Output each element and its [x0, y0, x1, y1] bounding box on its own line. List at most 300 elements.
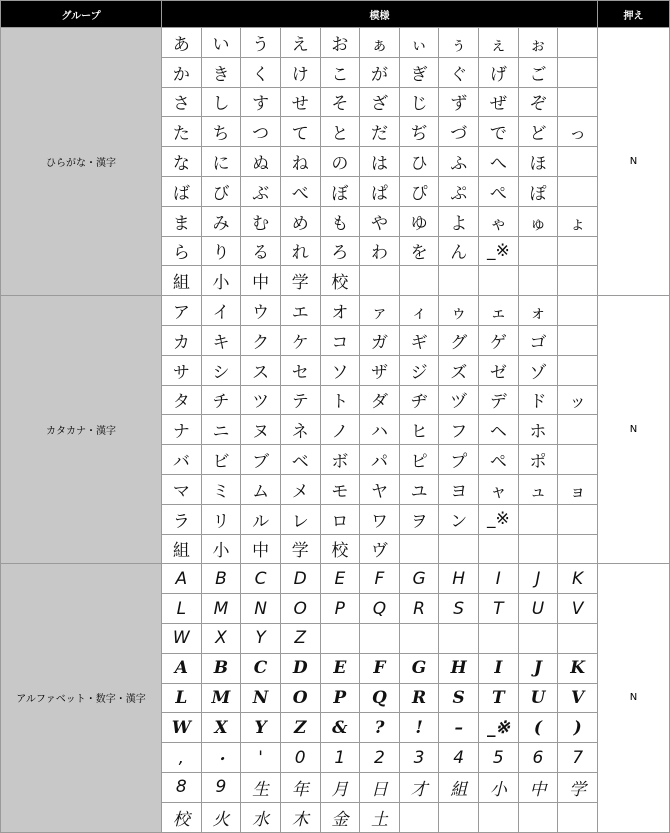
pattern-cell: き [201, 57, 241, 87]
table-body [1, 28, 670, 833]
pattern-cell [518, 623, 558, 653]
pattern-cell: ェ [479, 296, 519, 326]
pattern-cell: へ [479, 147, 519, 177]
pattern-cell: 8 [162, 772, 202, 802]
pattern-cell: ザ [360, 355, 400, 385]
pattern-cell [439, 534, 479, 564]
pattern-cell: ロ [320, 504, 360, 534]
pattern-cell: わ [360, 236, 400, 266]
pattern-cell: ツ [241, 385, 281, 415]
pattern-cell: う [241, 28, 281, 58]
pattern-cell: ご [518, 57, 558, 87]
pattern-cell: プ [439, 445, 479, 475]
pattern-cell: _※ [479, 236, 519, 266]
pattern-cell: M [201, 594, 241, 624]
pattern-cell: ら [162, 236, 202, 266]
pattern-cell: ぁ [360, 28, 400, 58]
pattern-cell: あ [162, 28, 202, 58]
pattern-cell [558, 355, 598, 385]
pattern-cell: S [439, 683, 479, 713]
pattern-cell [558, 534, 598, 564]
pattern-cell: ほ [518, 147, 558, 177]
pattern-cell: ヘ [479, 415, 519, 445]
pattern-cell: ゴ [518, 325, 558, 355]
pattern-cell: り [201, 236, 241, 266]
pattern-cell: P [320, 594, 360, 624]
pattern-cell: 学 [558, 772, 598, 802]
pattern-cell: お [320, 28, 360, 58]
pattern-cell: マ [162, 474, 202, 504]
pattern-cell: な [162, 147, 202, 177]
pattern-cell: H [439, 564, 479, 594]
pattern-cell: ぢ [399, 117, 439, 147]
pattern-cell: V [558, 683, 598, 713]
pattern-cell: ぶ [241, 176, 281, 206]
pattern-cell: D [280, 564, 320, 594]
pattern-cell: ぃ [399, 28, 439, 58]
pattern-cell: 年 [280, 772, 320, 802]
push-value: N [598, 564, 670, 832]
pattern-cell: ン [439, 504, 479, 534]
pattern-cell: ズ [439, 355, 479, 385]
pattern-cell [439, 623, 479, 653]
pattern-cell: & [320, 713, 360, 743]
pattern-cell: ァ [360, 296, 400, 326]
pattern-cell: せ [280, 87, 320, 117]
pattern-cell: 小 [479, 772, 519, 802]
pattern-cell: ぉ [518, 28, 558, 58]
pattern-cell: N [241, 594, 281, 624]
pattern-cell: ? [360, 713, 400, 743]
pattern-cell: げ [479, 57, 519, 87]
pattern-cell [558, 28, 598, 58]
pattern-cell [558, 623, 598, 653]
pattern-cell: ざ [360, 87, 400, 117]
pattern-cell: W [162, 713, 202, 743]
pattern-cell: 組 [162, 534, 202, 564]
pattern-cell: C [241, 564, 281, 594]
pattern-cell: フ [439, 415, 479, 445]
pattern-cell: れ [280, 236, 320, 266]
pattern-cell: L [162, 594, 202, 624]
pattern-cell: U [518, 683, 558, 713]
pattern-cell: X [201, 623, 241, 653]
pattern-cell: I [479, 564, 519, 594]
pattern-cell [558, 504, 598, 534]
pattern-cell: ひ [399, 147, 439, 177]
pattern-cell: J [518, 564, 558, 594]
pattern-cell: ヌ [241, 415, 281, 445]
pattern-cell [558, 445, 598, 475]
pattern-cell: 校 [320, 534, 360, 564]
pattern-cell: ヒ [399, 415, 439, 445]
pattern-cell: ゼ [479, 355, 519, 385]
pattern-cell: 生 [241, 772, 281, 802]
pattern-cell: ぼ [320, 176, 360, 206]
pattern-cell: L [162, 683, 202, 713]
pattern-cell: ベ [280, 445, 320, 475]
pattern-cell: , [162, 743, 202, 773]
pattern-cell: 7 [558, 743, 598, 773]
pattern-cell: よ [439, 206, 479, 236]
pattern-cell: ィ [399, 296, 439, 326]
pattern-cell: さ [162, 87, 202, 117]
table-row [1, 564, 670, 594]
pattern-cell: R [399, 683, 439, 713]
pattern-cell: ・ [201, 743, 241, 773]
pattern-cell [360, 266, 400, 296]
pattern-cell: B [201, 564, 241, 594]
pattern-cell: ウ [241, 296, 281, 326]
pattern-cell: と [320, 117, 360, 147]
pattern-cell: イ [201, 296, 241, 326]
pattern-cell: ヨ [439, 474, 479, 504]
pattern-cell: ソ [320, 355, 360, 385]
pattern-cell: ゥ [439, 296, 479, 326]
pattern-cell: Y [241, 623, 281, 653]
pattern-cell: ア [162, 296, 202, 326]
pattern-cell: N [241, 683, 281, 713]
pattern-cell [518, 266, 558, 296]
pattern-cell: い [201, 28, 241, 58]
pattern-cell: ボ [320, 445, 360, 475]
pattern-cell: ス [241, 355, 281, 385]
pattern-cell: ワ [360, 504, 400, 534]
pattern-cell [558, 236, 598, 266]
pattern-cell: ず [439, 87, 479, 117]
pattern-cell: ね [280, 147, 320, 177]
pattern-cell: C [241, 653, 281, 683]
pattern-cell: P [320, 683, 360, 713]
pattern-cell [399, 266, 439, 296]
pattern-cell: メ [280, 474, 320, 504]
pattern-cell: 学 [280, 534, 320, 564]
pattern-cell: O [280, 594, 320, 624]
pattern-cell: ヴ [360, 534, 400, 564]
pattern-cell: _※ [479, 713, 519, 743]
pattern-cell: め [280, 206, 320, 236]
push-value: N [598, 28, 670, 296]
pattern-cell: ハ [360, 415, 400, 445]
pattern-cell: で [479, 117, 519, 147]
pattern-cell: 組 [439, 772, 479, 802]
pattern-cell: 日 [360, 772, 400, 802]
pattern-cell: パ [360, 445, 400, 475]
pattern-cell: つ [241, 117, 281, 147]
pattern-cell: ヤ [360, 474, 400, 504]
pattern-cell [479, 266, 519, 296]
pattern-cell: そ [320, 87, 360, 117]
pattern-cell: ガ [360, 325, 400, 355]
pattern-cell: シ [201, 355, 241, 385]
pattern-cell: ッ [558, 385, 598, 415]
pattern-cell: A [162, 564, 202, 594]
pattern-cell: す [241, 87, 281, 117]
pattern-cell: ル [241, 504, 281, 534]
pattern-cell: に [201, 147, 241, 177]
pattern-cell: ビ [201, 445, 241, 475]
pattern-cell: 学 [280, 266, 320, 296]
pattern-cell: コ [320, 325, 360, 355]
pattern-cell: 木 [280, 802, 320, 832]
pattern-cell: ぬ [241, 147, 281, 177]
pattern-cell: – [439, 713, 479, 743]
pattern-cell: ブ [241, 445, 281, 475]
pattern-cell: バ [162, 445, 202, 475]
pattern-cell: F [360, 653, 400, 683]
pattern-cell: ゲ [479, 325, 519, 355]
pattern-cell: 才 [399, 772, 439, 802]
pattern-cell: ポ [518, 445, 558, 475]
pattern-cell: W [162, 623, 202, 653]
pattern-cell: ユ [399, 474, 439, 504]
pattern-cell: ニ [201, 415, 241, 445]
pattern-column-header: 模様 [162, 1, 598, 28]
pattern-cell: D [280, 653, 320, 683]
pattern-cell [479, 623, 519, 653]
pattern-cell: ャ [479, 474, 519, 504]
group-name: ひらがな・漢字 [1, 28, 162, 296]
pattern-cell: 中 [241, 266, 281, 296]
pattern-cell: ょ [558, 206, 598, 236]
pattern-cell: リ [201, 504, 241, 534]
pattern-cell: ダ [360, 385, 400, 415]
pattern-cell: E [320, 564, 360, 594]
pattern-cell: ゅ [518, 206, 558, 236]
pattern-cell: ム [241, 474, 281, 504]
pattern-cell: 金 [320, 802, 360, 832]
pattern-cell: た [162, 117, 202, 147]
pattern-cell: U [518, 594, 558, 624]
pattern-cell: は [360, 147, 400, 177]
pattern-cell: テ [280, 385, 320, 415]
header-row [1, 1, 670, 28]
pattern-cell: 小 [201, 266, 241, 296]
pattern-cell: ち [201, 117, 241, 147]
pattern-cell: ぇ [479, 28, 519, 58]
pattern-cell: 5 [479, 743, 519, 773]
pattern-cell: ん [439, 236, 479, 266]
pattern-cell: ふ [439, 147, 479, 177]
pattern-cell: し [201, 87, 241, 117]
pattern-cell: Z [280, 623, 320, 653]
pattern-cell: ヂ [399, 385, 439, 415]
pattern-cell: ) [558, 713, 598, 743]
group-name: アルファベット・数字・漢字 [1, 564, 162, 832]
pattern-cell: K [558, 564, 598, 594]
pattern-cell: グ [439, 325, 479, 355]
pattern-cell: ト [320, 385, 360, 415]
pattern-cell: ( [518, 713, 558, 743]
pattern-cell: G [399, 653, 439, 683]
pattern-cell: 中 [241, 534, 281, 564]
pattern-cell: _※ [479, 504, 519, 534]
pattern-cell: ぷ [439, 176, 479, 206]
pattern-cell [558, 266, 598, 296]
pattern-cell: 校 [162, 802, 202, 832]
pattern-cell [558, 57, 598, 87]
pattern-cell: ケ [280, 325, 320, 355]
pattern-cell: ぽ [518, 176, 558, 206]
pattern-cell: ぴ [399, 176, 439, 206]
pattern-cell: B [201, 653, 241, 683]
pattern-cell: ゃ [479, 206, 519, 236]
pattern-cell: T [479, 683, 519, 713]
pattern-cell: ぎ [399, 57, 439, 87]
pattern-cell: ゾ [518, 355, 558, 385]
pattern-cell: J [518, 653, 558, 683]
pattern-cell: か [162, 57, 202, 87]
pattern-cell: じ [399, 87, 439, 117]
pattern-cell: ネ [280, 415, 320, 445]
pattern-cell: K [558, 653, 598, 683]
pattern-cell: だ [360, 117, 400, 147]
pattern-cell: ホ [518, 415, 558, 445]
pattern-cell: べ [280, 176, 320, 206]
pattern-cell: び [201, 176, 241, 206]
pattern-cell: ペ [479, 445, 519, 475]
pattern-cell: S [439, 594, 479, 624]
group-name: カタカナ・漢字 [1, 296, 162, 564]
pattern-cell: ぞ [518, 87, 558, 117]
pattern-cell: ま [162, 206, 202, 236]
pattern-cell [558, 296, 598, 326]
pattern-cell: カ [162, 325, 202, 355]
pattern-cell: て [280, 117, 320, 147]
pattern-cell: A [162, 653, 202, 683]
pattern-cell: ぅ [439, 28, 479, 58]
pattern-cell: ゆ [399, 206, 439, 236]
pattern-cell [558, 147, 598, 177]
pattern-cell: ュ [518, 474, 558, 504]
pattern-cell: ラ [162, 504, 202, 534]
pattern-cell: デ [479, 385, 519, 415]
pattern-cell: タ [162, 385, 202, 415]
push-column-header: 押え [598, 1, 670, 28]
pattern-cell: G [399, 564, 439, 594]
push-value: N [598, 296, 670, 564]
pattern-cell: る [241, 236, 281, 266]
pattern-cell: え [280, 28, 320, 58]
pattern-cell: ォ [518, 296, 558, 326]
pattern-cell: 1 [320, 743, 360, 773]
pattern-cell: ヅ [439, 385, 479, 415]
pattern-cell: み [201, 206, 241, 236]
pattern-cell [479, 534, 519, 564]
pattern-cell: M [201, 683, 241, 713]
pattern-cell: 0 [280, 743, 320, 773]
pattern-cell: オ [320, 296, 360, 326]
pattern-cell: む [241, 206, 281, 236]
pattern-cell: を [399, 236, 439, 266]
pattern-cell: ろ [320, 236, 360, 266]
pattern-cell: Q [360, 683, 400, 713]
pattern-cell: キ [201, 325, 241, 355]
pattern-cell [439, 266, 479, 296]
pattern-cell [399, 623, 439, 653]
pattern-cell: 校 [320, 266, 360, 296]
pattern-cell: Y [241, 713, 281, 743]
pattern-cell: ョ [558, 474, 598, 504]
pattern-cell: 9 [201, 772, 241, 802]
pattern-cell: 中 [518, 772, 558, 802]
pattern-cell: T [479, 594, 519, 624]
pattern-cell: R [399, 594, 439, 624]
pattern-cell: モ [320, 474, 360, 504]
pattern-cell [518, 504, 558, 534]
pattern-cell [518, 236, 558, 266]
pattern-cell: ジ [399, 355, 439, 385]
pattern-cell: こ [320, 57, 360, 87]
pattern-cell: が [360, 57, 400, 87]
pattern-cell: 2 [360, 743, 400, 773]
pattern-cell: ぜ [479, 87, 519, 117]
pattern-cell: 4 [439, 743, 479, 773]
pattern-cell: ! [399, 713, 439, 743]
pattern-cell [320, 623, 360, 653]
pattern-cell: H [439, 653, 479, 683]
pattern-cell: 組 [162, 266, 202, 296]
pattern-cell: 水 [241, 802, 281, 832]
pattern-cell: ヲ [399, 504, 439, 534]
pattern-cell: エ [280, 296, 320, 326]
pattern-cell: の [320, 147, 360, 177]
pattern-cell: ぺ [479, 176, 519, 206]
pattern-cell: 6 [518, 743, 558, 773]
pattern-cell [399, 534, 439, 564]
pattern-cell: ぐ [439, 57, 479, 87]
pattern-cell: ノ [320, 415, 360, 445]
pattern-cell: チ [201, 385, 241, 415]
pattern-cell: ぱ [360, 176, 400, 206]
pattern-cell: づ [439, 117, 479, 147]
pattern-cell: V [558, 594, 598, 624]
pattern-cell: け [280, 57, 320, 87]
pattern-cell [518, 534, 558, 564]
pattern-cell [558, 325, 598, 355]
pattern-cell: 3 [399, 743, 439, 773]
pattern-cell: 小 [201, 534, 241, 564]
pattern-cell [558, 87, 598, 117]
pattern-cell: く [241, 57, 281, 87]
pattern-cell [558, 415, 598, 445]
pattern-cell: ナ [162, 415, 202, 445]
pattern-cell: ク [241, 325, 281, 355]
pattern-cell: 火 [201, 802, 241, 832]
pattern-cell: F [360, 564, 400, 594]
pattern-cell: サ [162, 355, 202, 385]
pattern-cell: O [280, 683, 320, 713]
group-column-header: グループ [1, 1, 162, 28]
pattern-cell: X [201, 713, 241, 743]
pattern-cell: ド [518, 385, 558, 415]
pattern-cell [360, 623, 400, 653]
table-row [1, 296, 670, 326]
pattern-cell: ピ [399, 445, 439, 475]
pattern-cell: レ [280, 504, 320, 534]
pattern-cell: I [479, 653, 519, 683]
table-row [1, 28, 670, 58]
pattern-cell: Z [280, 713, 320, 743]
pattern-cell: ギ [399, 325, 439, 355]
pattern-cell: も [320, 206, 360, 236]
pattern-cell: Q [360, 594, 400, 624]
pattern-cell: ば [162, 176, 202, 206]
pattern-cell: セ [280, 355, 320, 385]
pattern-cell: や [360, 206, 400, 236]
pattern-cell: E [320, 653, 360, 683]
pattern-cell: ど [518, 117, 558, 147]
